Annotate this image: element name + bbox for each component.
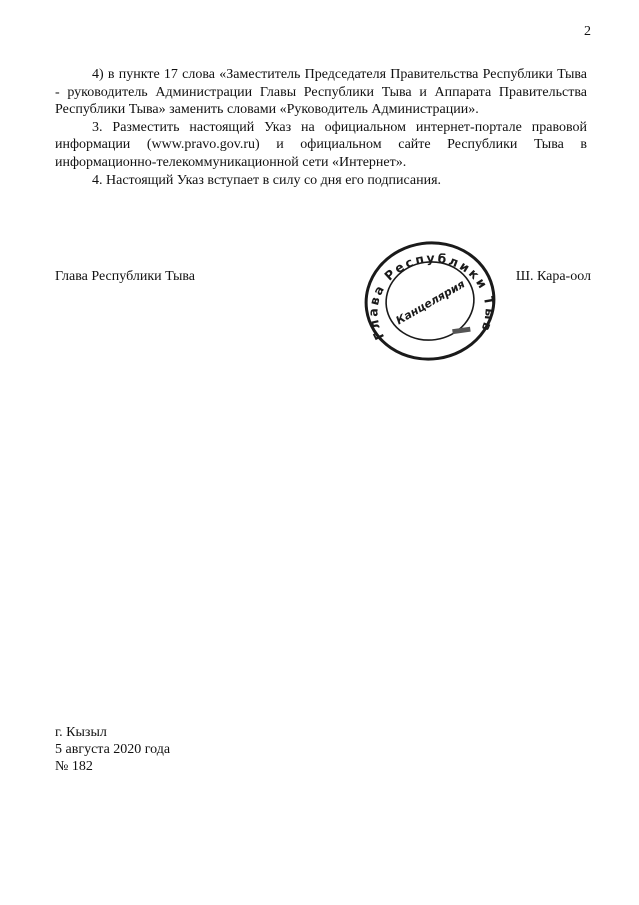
signer-name: Ш. Кара-оол xyxy=(515,269,591,284)
paragraph-item-4: 4) в пункте 17 слова «Заместитель Председателя Правительства Республики Тыва - руководитель Администрации Главы Республики Тыва и Аппарата Правительства Республики Тыва» заменить словами «Руководитель Администрации». xyxy=(55,67,587,118)
stamp-ring-text: Глава Республики Тыва xyxy=(365,250,498,343)
page-number: 2 xyxy=(584,24,591,39)
place: г. Кызыл xyxy=(55,725,107,740)
date: 5 августа 2020 года xyxy=(55,742,171,757)
signer-title: Глава Республики Тыва xyxy=(55,269,196,284)
office-stamp xyxy=(360,236,500,366)
paragraph-3: 3. Разместить настоящий Указ на официальном интернет-портале правовой информации (www.pravo.gov.ru) и официальном сайте Республики Тыва в информационно-телекоммуникационной сети «Интернет». xyxy=(55,119,587,170)
paragraph-4: 4. Настоящий Указ вступает в силу со дня его подписания. xyxy=(92,172,442,188)
decree-body xyxy=(55,66,587,189)
decree-number: № 182 xyxy=(55,759,93,774)
decree-footer xyxy=(55,724,170,775)
stamp-center-text: Канцелярия xyxy=(393,277,468,328)
